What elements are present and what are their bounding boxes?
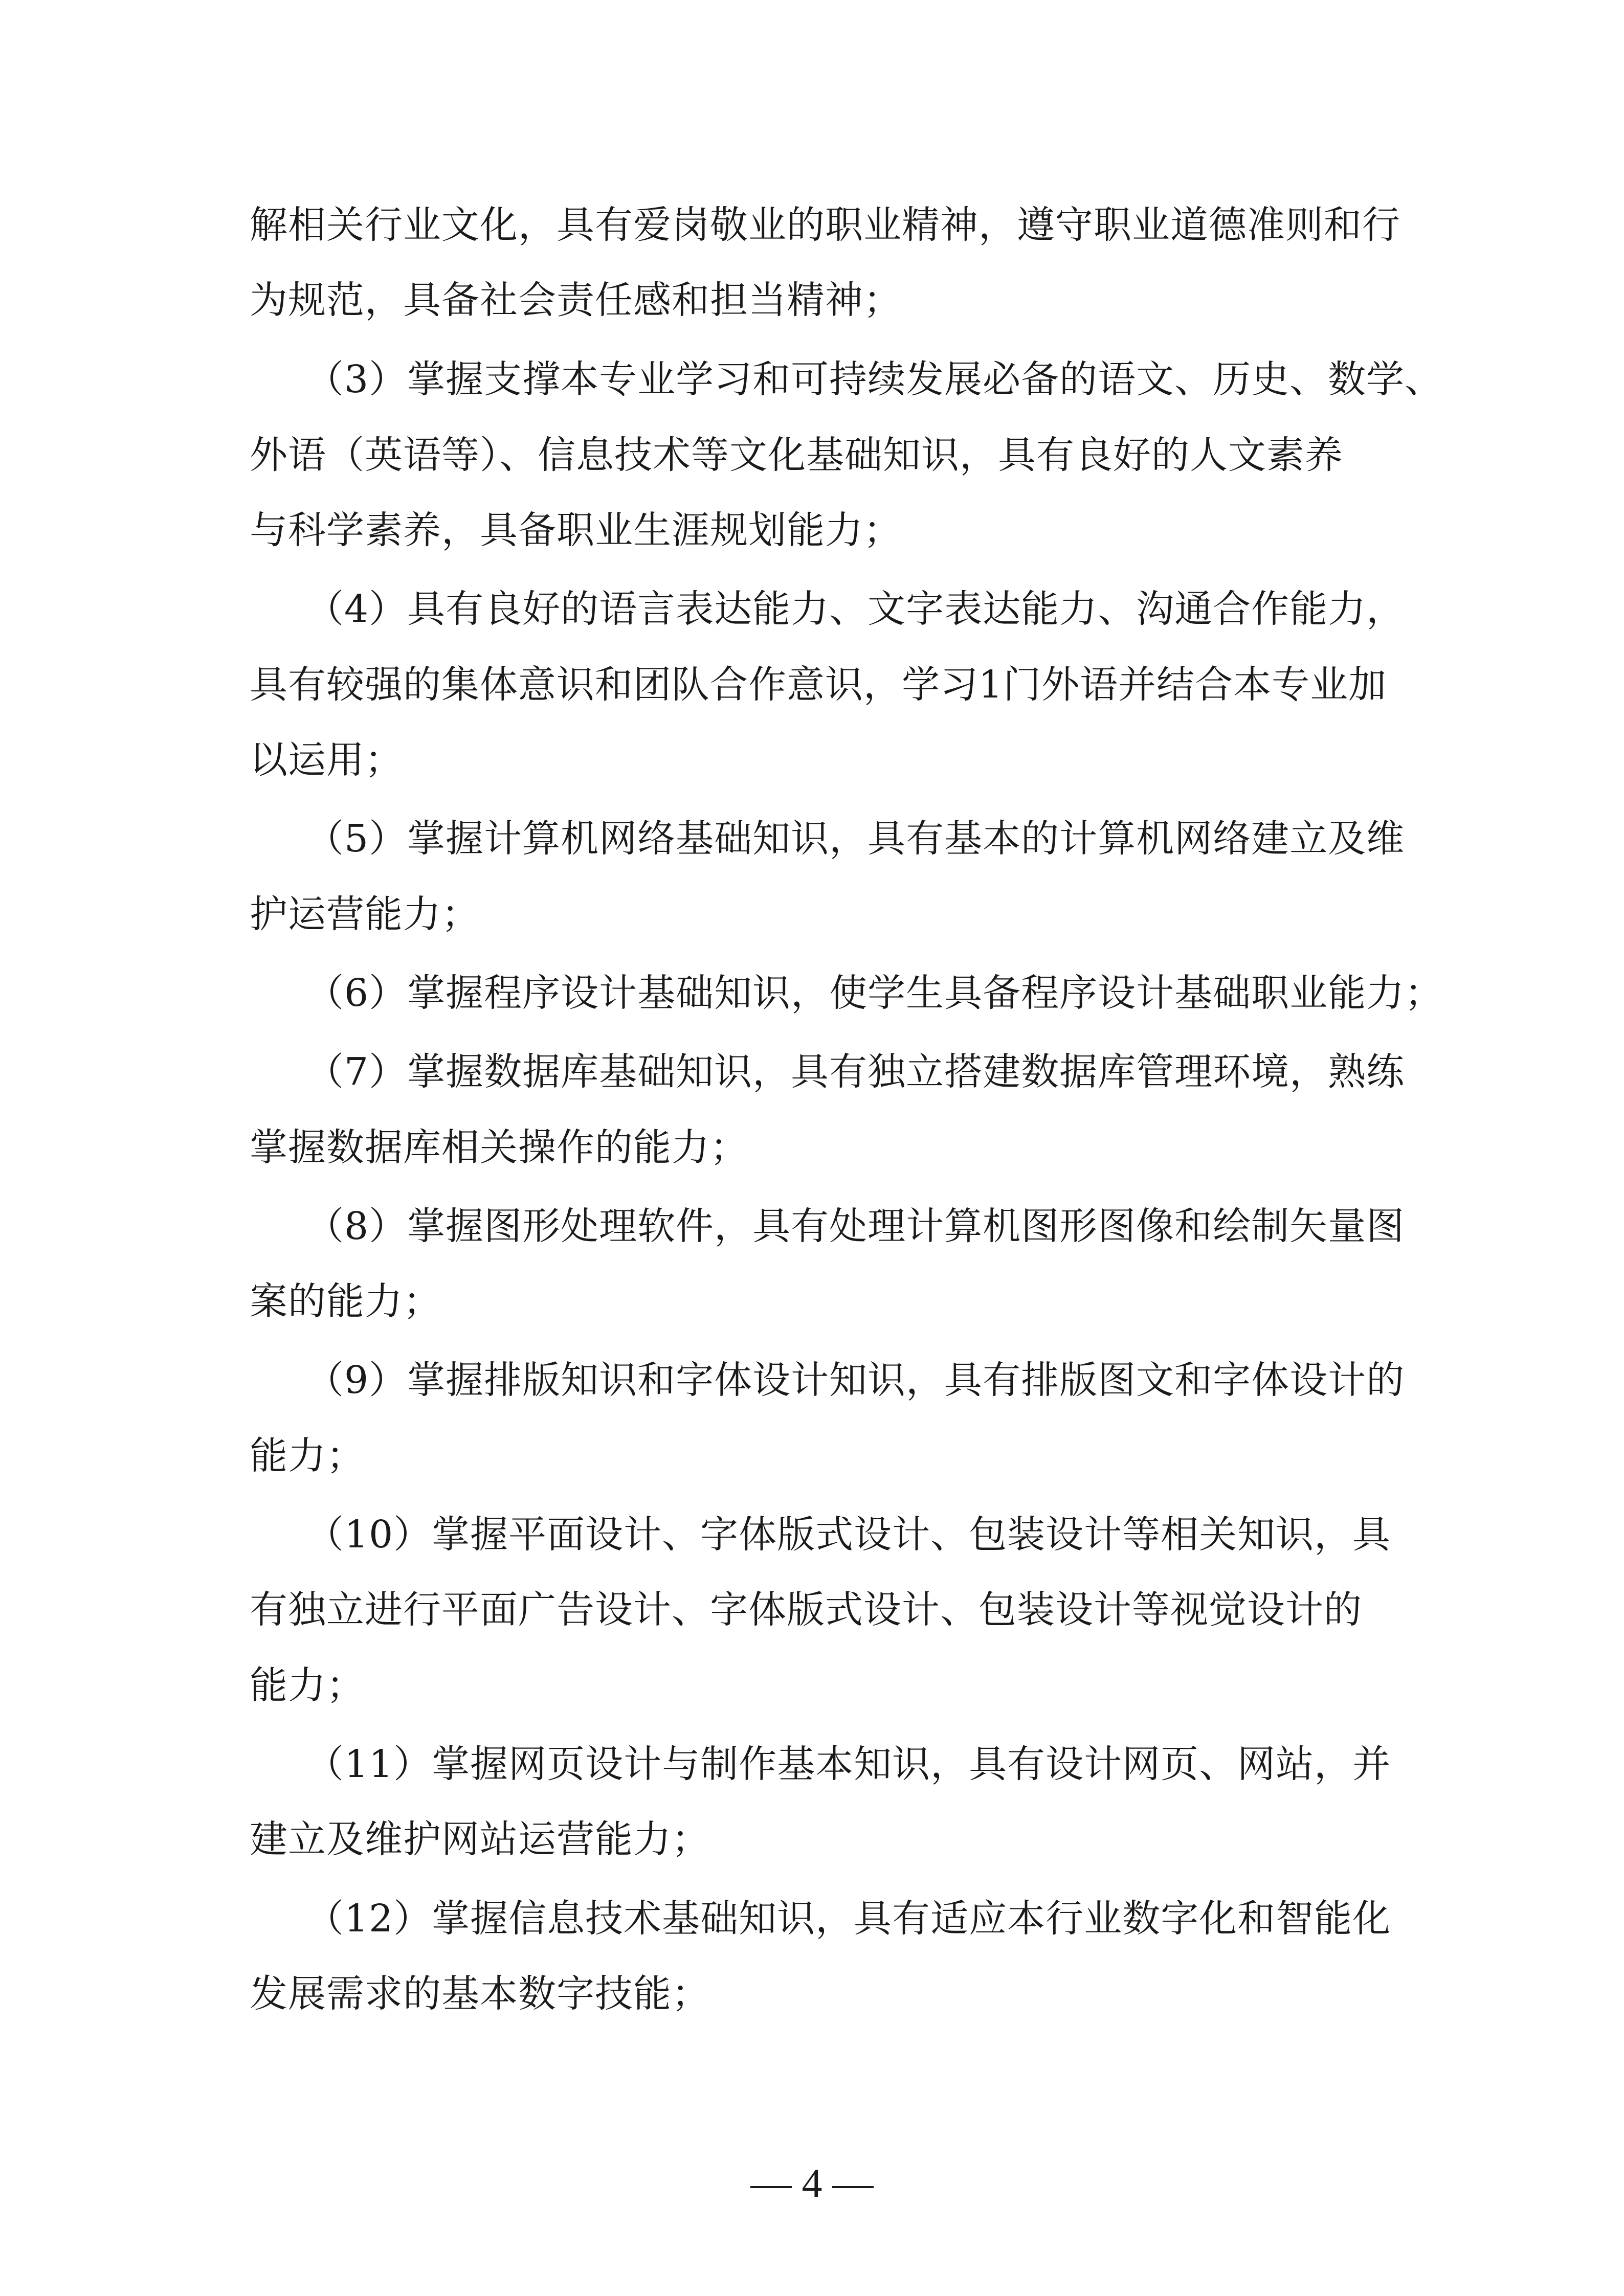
text-line: （4）具有良好的语言表达能力、文字表达能力、沟通合作能力， [306, 587, 1405, 631]
text-line: 以运用； [250, 738, 403, 782]
text-line: （9）掌握排版知识和字体设计知识，具有排版图文和字体设计的 [306, 1358, 1405, 1402]
text-line: 发展需求的基本数字技能； [250, 1972, 710, 2016]
text-line: 能力； [250, 1663, 365, 1707]
text-line: 案的能力； [250, 1279, 441, 1323]
text-line: 能力； [250, 1434, 365, 1478]
text-line: 解相关行业文化，具有爱岗敬业的职业精神，遵守职业道德准则和行 [250, 203, 1400, 247]
text-line: 掌握数据库相关操作的能力； [250, 1126, 748, 1169]
text-line: （7）掌握数据库基础知识，具有独立搭建数据库管理环境，熟练 [306, 1050, 1405, 1094]
text-line: （11）掌握网页设计与制作基本知识，具有设计网页、网站，并 [306, 1742, 1391, 1786]
text-line: 有独立进行平面广告设计、字体版式设计、包装设计等视觉设计的 [250, 1588, 1362, 1632]
text-line: （5）掌握计算机网络基础知识，具有基本的计算机网络建立及维 [306, 817, 1405, 861]
text-line: 与科学素养，具备职业生涯规划能力； [250, 508, 902, 552]
text-line: （12）掌握信息技术基础知识，具有适应本行业数字化和智能化 [306, 1897, 1391, 1941]
text-line: 外语（英语等）、信息技术等文化基础知识，具有良好的人文素养 [250, 433, 1343, 477]
page-number: — 4 — [750, 2161, 874, 2206]
text-line: 具有较强的集体意识和团队合作意识，学习1门外语并结合本专业加 [250, 663, 1387, 707]
text-line: （6）掌握程序设计基础知识，使学生具备程序设计基础职业能力； [306, 971, 1443, 1015]
text-line: 建立及维护网站运营能力； [250, 1817, 710, 1861]
text-line: （10）掌握平面设计、字体版式设计、包装设计等相关知识，具 [306, 1513, 1391, 1557]
text-line: 护运营能力； [250, 892, 480, 936]
text-line: （8）掌握图形处理软件，具有处理计算机图形图像和绘制矢量图 [306, 1204, 1405, 1248]
text-line: （3）掌握支撑本专业学习和可持续发展必备的语文、历史、数学、 [306, 357, 1443, 401]
text-line: 为规范，具备社会责任感和担当精神； [250, 278, 902, 322]
